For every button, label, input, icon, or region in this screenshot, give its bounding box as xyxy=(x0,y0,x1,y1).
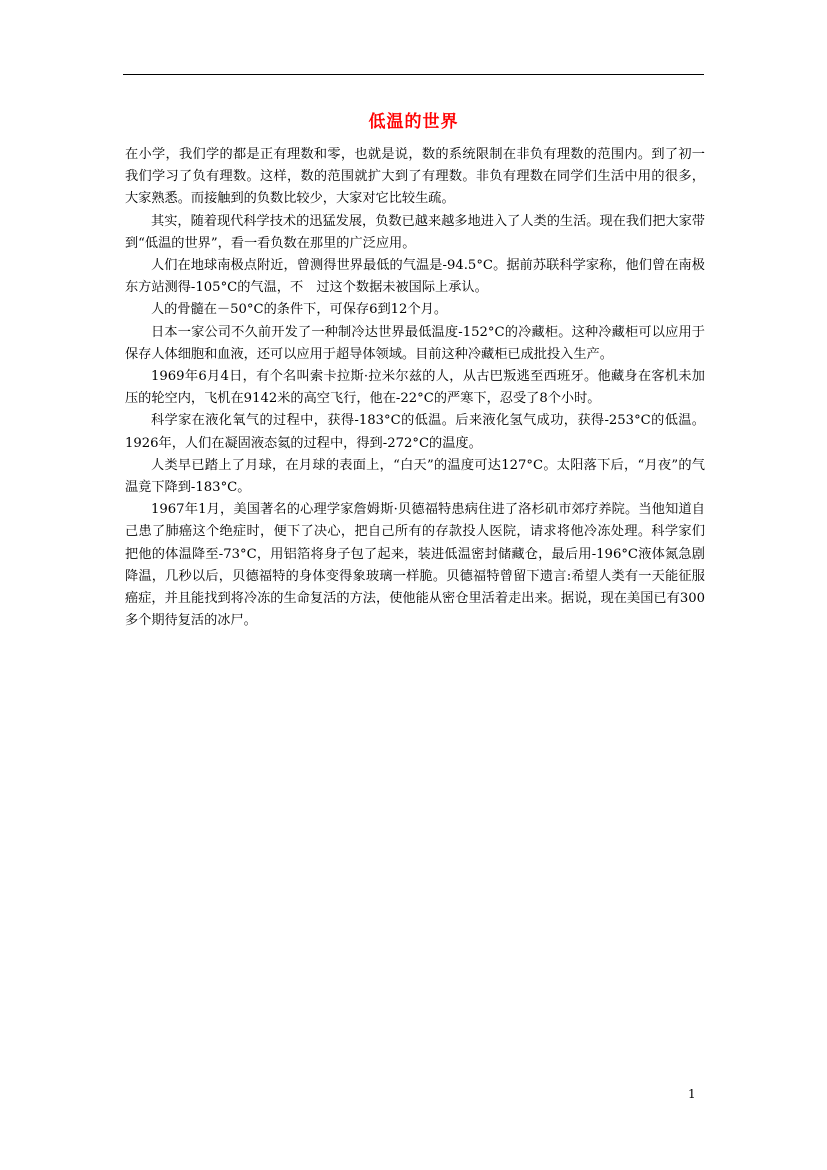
header-rule xyxy=(123,74,704,75)
paragraph-2: 其实，随着现代科学技术的迅猛发展，负数已越来越多地进入了人类的生活。现在我们把大家带到“低温的世界”，看一看负数在那里的广泛应用。 xyxy=(125,213,705,251)
paragraph-1: 在小学，我们学的都是正有理数和零，也就是说，数的系统限制在非负有理数的范围内。到了初一我们学习了负有理数。这样，数的范围就扩大到了有理数。非负有理数在同学们生活中用的很多，大家熟悉。而接触到的负数比较少，大家对它比较生疏。 xyxy=(125,147,705,207)
paragraph-6: 1969年6月4日，有个名叫索卡拉斯·拉米尔兹的人，从古巴叛逃至西班牙。他藏身在客机未加压的轮空内，飞机在9142米的高空飞行，他在-22°C的严寒下，忍受了8个小时。 xyxy=(125,369,705,407)
paragraph-4: 人的骨髓在－50°C的条件下，可保存6到12个月。 xyxy=(151,302,448,318)
paragraph-3: 人们在地球南极点附近，曾测得世界最低的气温是-94.5°C。据前苏联科学家称，他们曾在南极东方站测得-105°C的气温，不 过这个数据未被国际上承认。 xyxy=(125,258,705,296)
document-title: 低温的世界 xyxy=(368,112,459,132)
paragraph-9: 1967年1月，美国著名的心理学家詹姆斯·贝德福特患病住进了洛杉矶市郊疗养院。当他知道自己患了肺癌这个绝症时，便下了决心，把自己所有的存款投人医院，请求将他冷冻处理。科学家们把他的体温降至-73°C，用铝箔将身子包了起来，装进低温密封储藏仓，最后用-196°C液体氮急剧降温，几秒以后，贝德福特的身体变得象玻璃一样脆。贝德福特曾留下遗言:希望人类有一天能征服癌症，并且能找到将冷冻的生命复活的方法，使他能从密仓里活着走出来。据说，现在美国已有300多个期待复活的冰尸。 xyxy=(125,502,705,629)
paragraph-5: 日本一家公司不久前开发了一种制冷达世界最低温度-152°C的冷藏柜。这种冷藏柜可以应用于保存人体细胞和血液，还可以应用于超导体领域。目前这种冷藏柜已成批投入生产。 xyxy=(125,324,705,362)
document-body xyxy=(125,144,705,632)
paragraph-7: 科学家在液化氧气的过程中，获得-183°C的低温。后来液化氢气成功，获得-253°C的低温。1926年，人们在凝固液态氦的过程中，得到-272°C的温度。 xyxy=(125,413,705,451)
paragraph-8: 人类早已踏上了月球，在月球的表面上，“白天”的温度可达127°C。太阳落下后，“月夜”的气温竟下降到-183°C。 xyxy=(125,457,705,496)
page-number: 1 xyxy=(688,1087,696,1101)
